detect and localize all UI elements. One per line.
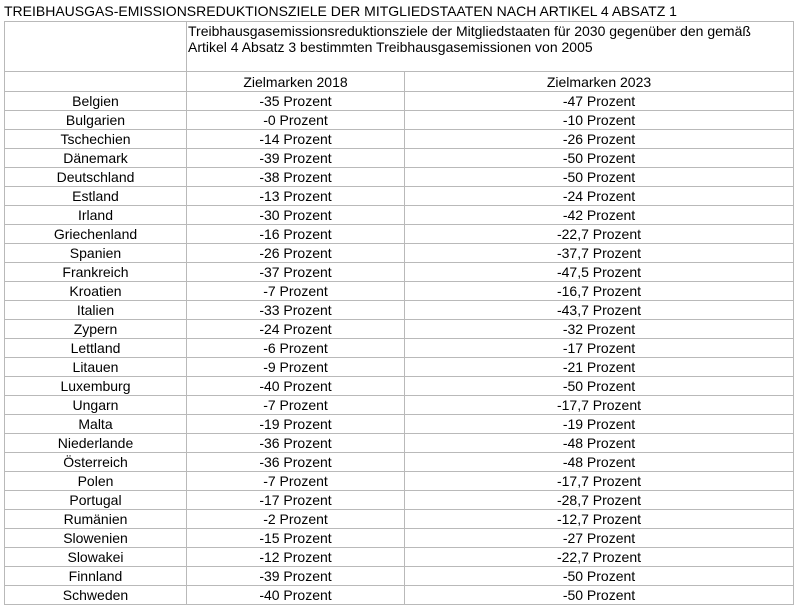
table-row	[5, 263, 794, 282]
target-2023-cell: -50 Prozent	[405, 586, 794, 605]
country-cell: Tschechien	[5, 130, 187, 149]
country-cell: Finnland	[5, 567, 187, 586]
target-2023-cell: -43,7 Prozent	[405, 301, 794, 320]
header-country-cell	[5, 72, 187, 92]
table-row	[5, 130, 794, 149]
target-2018-cell: -33 Prozent	[187, 301, 405, 320]
table-row	[5, 453, 794, 472]
target-2023-cell: -50 Prozent	[405, 168, 794, 187]
table-row	[5, 92, 794, 111]
target-2018-cell: -17 Prozent	[187, 491, 405, 510]
table-row	[5, 282, 794, 301]
target-2018-cell: -40 Prozent	[187, 586, 405, 605]
target-2018-cell: -14 Prozent	[187, 130, 405, 149]
header-2023: Zielmarken 2023	[405, 72, 794, 92]
country-cell: Estland	[5, 187, 187, 206]
target-2018-cell: -24 Prozent	[187, 320, 405, 339]
target-2023-cell: -24 Prozent	[405, 187, 794, 206]
table-row	[5, 225, 794, 244]
target-2023-cell: -22,7 Prozent	[405, 225, 794, 244]
target-2018-cell: -19 Prozent	[187, 415, 405, 434]
target-2023-cell: -10 Prozent	[405, 111, 794, 130]
table-row	[5, 358, 794, 377]
country-cell: Kroatien	[5, 282, 187, 301]
target-2023-cell: -50 Prozent	[405, 377, 794, 396]
target-2018-cell: -9 Prozent	[187, 358, 405, 377]
target-2023-cell: -17 Prozent	[405, 339, 794, 358]
table-description: Treibhausgasemissionsreduktionsziele der Mitgliedstaaten für 2030 gegenüber den gemäß Artikel 4 Absatz 3 bestimmten Treibhausgasemissionen von 2005	[187, 22, 794, 72]
table-row	[5, 111, 794, 130]
table-row	[5, 168, 794, 187]
target-2023-cell: -17,7 Prozent	[405, 396, 794, 415]
table-row	[5, 510, 794, 529]
target-2023-cell: -48 Prozent	[405, 434, 794, 453]
target-2018-cell: -7 Prozent	[187, 282, 405, 301]
target-2018-cell: -7 Prozent	[187, 396, 405, 415]
country-cell: Dänemark	[5, 149, 187, 168]
table-row	[5, 149, 794, 168]
table-row	[5, 548, 794, 567]
target-2018-cell: -13 Prozent	[187, 187, 405, 206]
target-2023-cell: -47,5 Prozent	[405, 263, 794, 282]
target-2018-cell: -37 Prozent	[187, 263, 405, 282]
target-2023-cell: -26 Prozent	[405, 130, 794, 149]
country-cell: Lettland	[5, 339, 187, 358]
description-empty-cell	[5, 22, 187, 72]
target-2018-cell: -35 Prozent	[187, 92, 405, 111]
country-cell: Belgien	[5, 92, 187, 111]
table-row	[5, 434, 794, 453]
country-cell: Zypern	[5, 320, 187, 339]
table-row	[5, 187, 794, 206]
table-row	[5, 491, 794, 510]
table-row	[5, 301, 794, 320]
country-cell: Irland	[5, 206, 187, 225]
targets-table	[4, 21, 794, 605]
header-2018: Zielmarken 2018	[187, 72, 405, 92]
country-cell: Slowakei	[5, 548, 187, 567]
country-cell: Litauen	[5, 358, 187, 377]
table-row	[5, 244, 794, 263]
country-cell: Niederlande	[5, 434, 187, 453]
target-2018-cell: -39 Prozent	[187, 567, 405, 586]
target-2018-cell: -38 Prozent	[187, 168, 405, 187]
table-row	[5, 320, 794, 339]
country-cell: Frankreich	[5, 263, 187, 282]
target-2023-cell: -16,7 Prozent	[405, 282, 794, 301]
target-2023-cell: -47 Prozent	[405, 92, 794, 111]
table-row	[5, 415, 794, 434]
description-row	[5, 22, 794, 72]
table-row	[5, 377, 794, 396]
table-row	[5, 586, 794, 605]
country-cell: Ungarn	[5, 396, 187, 415]
target-2018-cell: -16 Prozent	[187, 225, 405, 244]
country-cell: Slowenien	[5, 529, 187, 548]
target-2023-cell: -50 Prozent	[405, 149, 794, 168]
table-row	[5, 472, 794, 491]
target-2023-cell: -27 Prozent	[405, 529, 794, 548]
target-2018-cell: -39 Prozent	[187, 149, 405, 168]
target-2018-cell: -36 Prozent	[187, 434, 405, 453]
country-cell: Österreich	[5, 453, 187, 472]
header-row	[5, 72, 794, 92]
target-2023-cell: -19 Prozent	[405, 415, 794, 434]
target-2018-cell: -30 Prozent	[187, 206, 405, 225]
target-2018-cell: -36 Prozent	[187, 453, 405, 472]
country-cell: Portugal	[5, 491, 187, 510]
country-cell: Griechenland	[5, 225, 187, 244]
target-2023-cell: -42 Prozent	[405, 206, 794, 225]
target-2018-cell: -7 Prozent	[187, 472, 405, 491]
country-cell: Spanien	[5, 244, 187, 263]
table-row	[5, 529, 794, 548]
target-2023-cell: -28,7 Prozent	[405, 491, 794, 510]
country-cell: Rumänien	[5, 510, 187, 529]
country-cell: Luxemburg	[5, 377, 187, 396]
table-row	[5, 396, 794, 415]
target-2023-cell: -37,7 Prozent	[405, 244, 794, 263]
country-cell: Bulgarien	[5, 111, 187, 130]
target-2018-cell: -26 Prozent	[187, 244, 405, 263]
target-2018-cell: -15 Prozent	[187, 529, 405, 548]
target-2023-cell: -48 Prozent	[405, 453, 794, 472]
target-2018-cell: -6 Prozent	[187, 339, 405, 358]
target-2023-cell: -21 Prozent	[405, 358, 794, 377]
target-2023-cell: -50 Prozent	[405, 567, 794, 586]
country-cell: Polen	[5, 472, 187, 491]
target-2018-cell: -0 Prozent	[187, 111, 405, 130]
document-title: TREIBHAUSGAS-EMISSIONSREDUKTIONSZIELE DER MITGLIEDSTAATEN NACH ARTIKEL 4 ABSATZ 1	[4, 3, 677, 19]
target-2023-cell: -22,7 Prozent	[405, 548, 794, 567]
target-2018-cell: -40 Prozent	[187, 377, 405, 396]
target-2018-cell: -2 Prozent	[187, 510, 405, 529]
target-2023-cell: -17,7 Prozent	[405, 472, 794, 491]
target-2023-cell: -32 Prozent	[405, 320, 794, 339]
target-2023-cell: -12,7 Prozent	[405, 510, 794, 529]
country-cell: Italien	[5, 301, 187, 320]
table-row	[5, 206, 794, 225]
country-cell: Schweden	[5, 586, 187, 605]
target-2018-cell: -12 Prozent	[187, 548, 405, 567]
country-cell: Malta	[5, 415, 187, 434]
table-row	[5, 339, 794, 358]
table-row	[5, 567, 794, 586]
country-cell: Deutschland	[5, 168, 187, 187]
